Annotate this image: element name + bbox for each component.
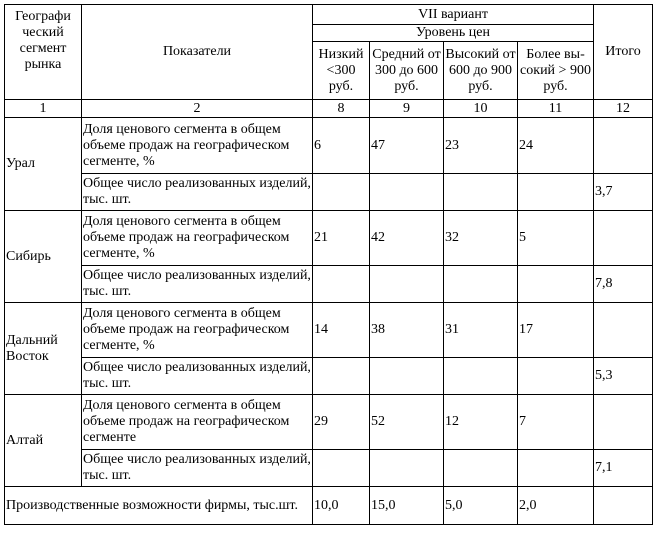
capacity-value: 10,0 xyxy=(313,487,370,525)
share-value: 29 xyxy=(313,395,370,450)
count-label: Общее число реализованных изделий, тыс. шт. xyxy=(82,174,313,211)
col-number: 9 xyxy=(370,100,444,118)
column-numbers-row xyxy=(5,100,653,118)
capacity-value: 2,0 xyxy=(518,487,594,525)
share-value: 17 xyxy=(518,303,594,358)
region-name: Урал xyxy=(5,118,82,211)
region-share-row xyxy=(5,211,653,266)
region-name: Сибирь xyxy=(5,211,82,303)
share-value: 23 xyxy=(444,118,518,174)
share-value: 32 xyxy=(444,211,518,266)
empty-cell xyxy=(370,266,444,303)
col-number: 8 xyxy=(313,100,370,118)
share-value: 21 xyxy=(313,211,370,266)
share-value: 24 xyxy=(518,118,594,174)
count-label: Общее число реализованных изделий, тыс. шт. xyxy=(82,266,313,303)
share-value: 7 xyxy=(518,395,594,450)
share-label: Доля ценового сегмента в общем объеме продаж на географическом сегменте, % xyxy=(82,303,313,358)
price-level-header: Уровень цен xyxy=(313,25,594,42)
capacity-value: 15,0 xyxy=(370,487,444,525)
share-value: 6 xyxy=(313,118,370,174)
share-label: Доля ценового сегмента в общем объеме продаж на географическом сегменте, % xyxy=(82,118,313,174)
capacity-total xyxy=(594,487,653,525)
segment-header: Географи ческий сегмент рынка xyxy=(5,5,82,100)
capacity-row xyxy=(5,487,653,525)
total-value: 3,7 xyxy=(594,174,653,211)
share-label: Доля ценового сегмента в общем объеме продаж на географическом сегменте, % xyxy=(82,211,313,266)
region-name: Алтай xyxy=(5,395,82,487)
capacity-label: Производственные возможности фирмы, тыс.шт. xyxy=(5,487,313,525)
total-value: 5,3 xyxy=(594,358,653,395)
region-count-row xyxy=(5,450,653,487)
empty-cell xyxy=(313,450,370,487)
total-header: Итого xyxy=(594,5,653,100)
level-medium-header: Средний от 300 до 600 руб. xyxy=(370,42,444,100)
level-low-header: Низкий <300 руб. xyxy=(313,42,370,100)
empty-cell xyxy=(313,266,370,303)
col-number: 1 xyxy=(5,100,82,118)
region-share-row xyxy=(5,395,653,450)
indicators-header: Показатели xyxy=(82,5,313,100)
empty-cell xyxy=(370,358,444,395)
count-label: Общее число реализованных изделий, тыс. шт. xyxy=(82,358,313,395)
level-very-high-header: Более вы-сокий > 900 руб. xyxy=(518,42,594,100)
col-number: 2 xyxy=(82,100,313,118)
capacity-value: 5,0 xyxy=(444,487,518,525)
region-share-row xyxy=(5,303,653,358)
header-row-1 xyxy=(5,5,653,25)
share-value: 5 xyxy=(518,211,594,266)
region-share-row xyxy=(5,118,653,174)
share-value: 47 xyxy=(370,118,444,174)
share-value: 31 xyxy=(444,303,518,358)
empty-cell xyxy=(518,174,594,211)
total-value xyxy=(594,211,653,266)
region-count-row xyxy=(5,174,653,211)
col-number: 11 xyxy=(518,100,594,118)
empty-cell xyxy=(518,358,594,395)
col-number: 10 xyxy=(444,100,518,118)
share-value: 42 xyxy=(370,211,444,266)
empty-cell xyxy=(444,358,518,395)
variant-header: VII вариант xyxy=(313,5,594,25)
share-value: 38 xyxy=(370,303,444,358)
market-segment-table xyxy=(4,4,653,525)
col-number: 12 xyxy=(594,100,653,118)
empty-cell xyxy=(313,358,370,395)
total-value xyxy=(594,303,653,358)
share-label: Доля ценового сегмента в общем объеме продаж на географическом сегменте xyxy=(82,395,313,450)
empty-cell xyxy=(313,174,370,211)
level-high-header: Высокий от 600 до 900 руб. xyxy=(444,42,518,100)
region-count-row xyxy=(5,266,653,303)
share-value: 14 xyxy=(313,303,370,358)
region-count-row xyxy=(5,358,653,395)
share-value: 52 xyxy=(370,395,444,450)
total-value xyxy=(594,395,653,450)
total-value: 7,8 xyxy=(594,266,653,303)
count-label: Общее число реализованных изделий, тыс. шт. xyxy=(82,450,313,487)
empty-cell xyxy=(370,450,444,487)
empty-cell xyxy=(518,450,594,487)
empty-cell xyxy=(444,450,518,487)
total-value xyxy=(594,118,653,174)
empty-cell xyxy=(518,266,594,303)
empty-cell xyxy=(444,174,518,211)
empty-cell xyxy=(444,266,518,303)
empty-cell xyxy=(370,174,444,211)
total-value: 7,1 xyxy=(594,450,653,487)
region-name: Дальний Восток xyxy=(5,303,82,395)
share-value: 12 xyxy=(444,395,518,450)
